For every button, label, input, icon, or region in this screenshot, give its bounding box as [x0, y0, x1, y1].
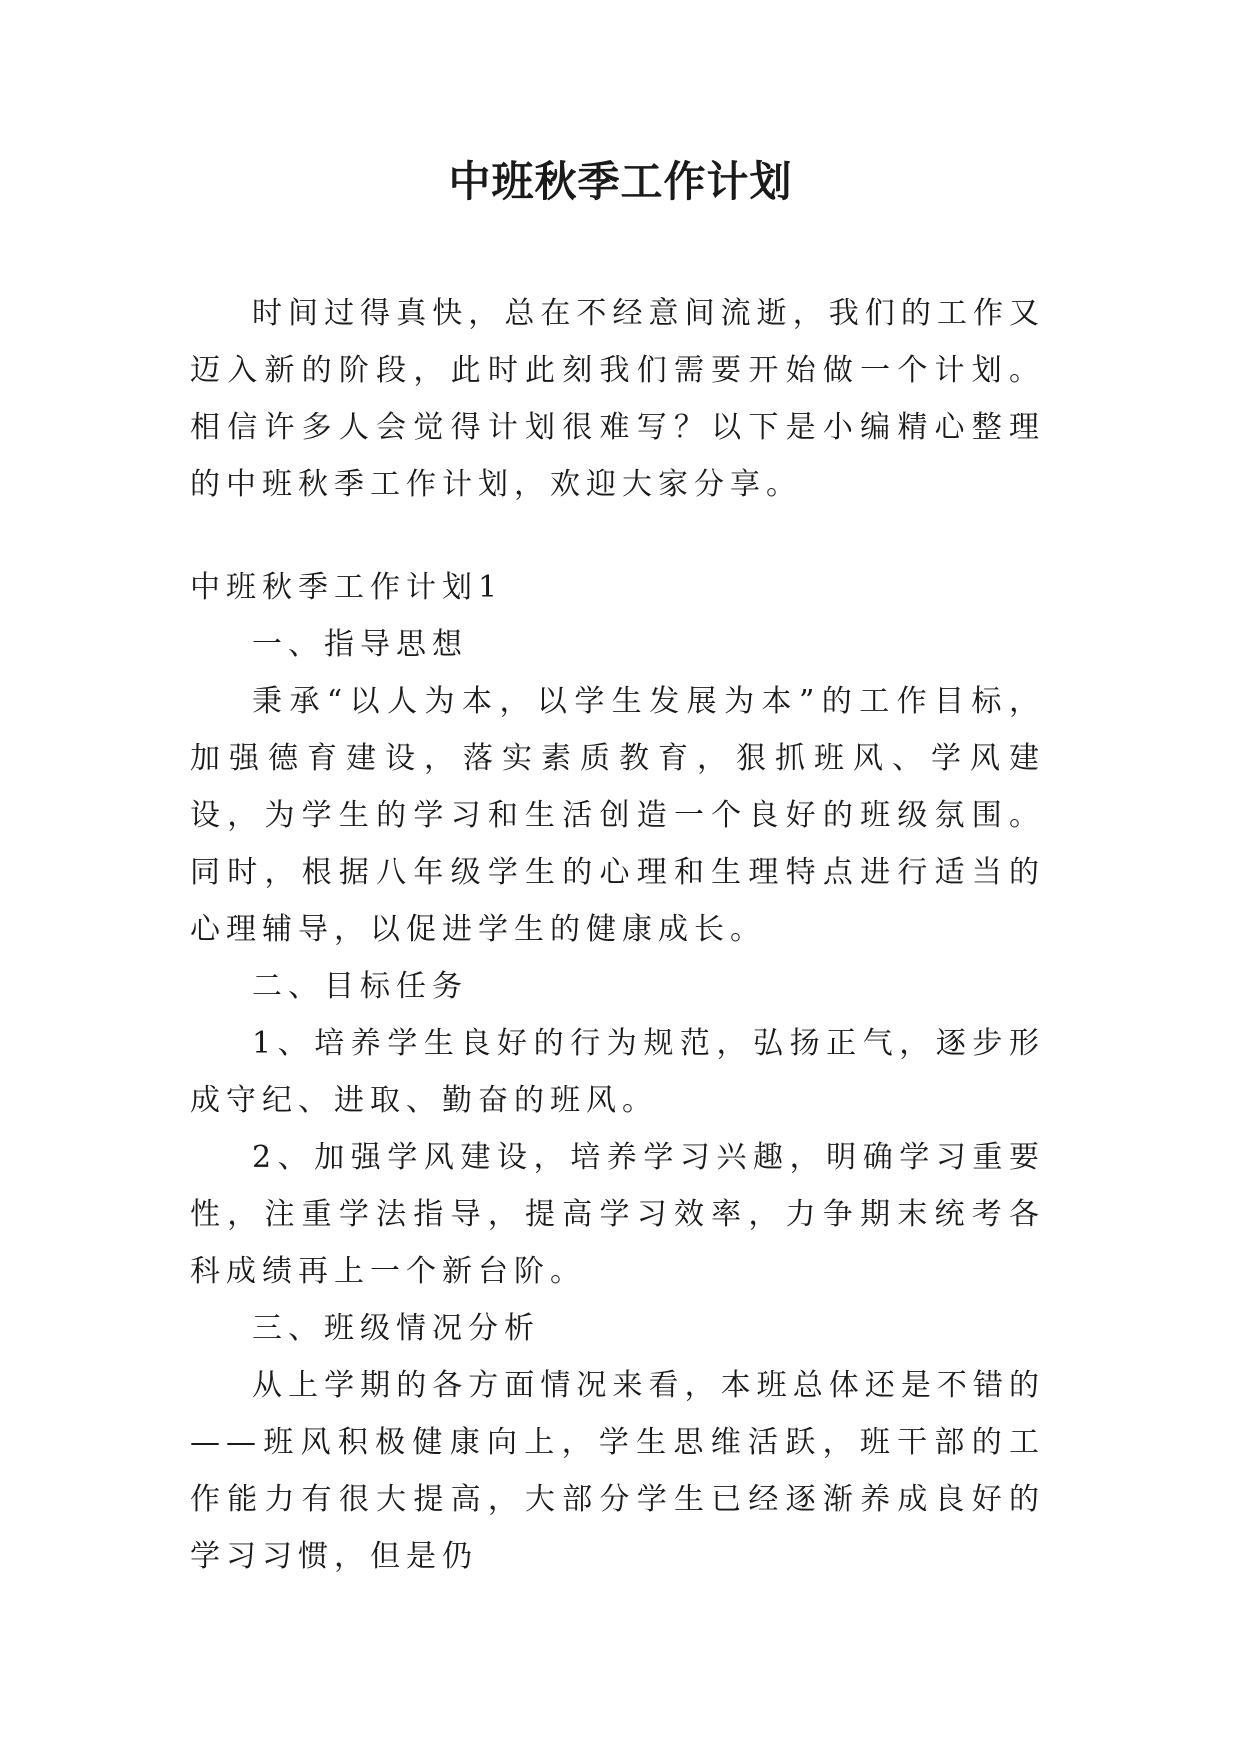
paragraph-guiding-thought: 秉承“以人为本，以学生发展为本”的工作目标，加强德育建设，落实素质教育，狠抓班风、学风建设，为学生的学习和生活创造一个良好的班级氛围。同时，根据八年级学生的心理和生理特点进行适当的心理辅导，以促进学生的健康成长。 — [190, 684, 1045, 947]
heading-class-analysis: 三、班级情况分析 — [252, 1311, 540, 1346]
paragraph-class-analysis: 从上学期的各方面情况来看，本班总体还是不错的——班风积极健康向上，学生思维活跃，班干部的工作能力有很大提高，大部分学生已经逐渐养成良好的学习习惯，但是仍 — [190, 1368, 1045, 1574]
heading-guiding-thought: 一、指导思想 — [252, 627, 468, 662]
paragraph-goal-2: 2、加强学风建设，培养学习兴趣，明确学习重要性，注重学法指导，提高学习效率，力争期末统考各科成绩再上一个新台阶。 — [190, 1140, 1045, 1289]
document-body — [190, 285, 1045, 1585]
intro-paragraph: 时间过得真快，总在不经意间流逝，我们的工作又迈入新的阶段，此时此刻我们需要开始做一个计划。相信许多人会觉得计划很难写？以下是小编精心整理的中班秋季工作计划，欢迎大家分享。 — [190, 296, 1045, 502]
section-title: 中班秋季工作计划1 — [190, 570, 504, 605]
heading-goals: 二、目标任务 — [252, 969, 468, 1004]
paragraph-goal-1: 1、培养学生良好的行为规范，弘扬正气，逐步形成守纪、进取、勤奋的班风。 — [190, 1026, 1045, 1118]
document-title: 中班秋季工作计划 — [448, 157, 793, 206]
